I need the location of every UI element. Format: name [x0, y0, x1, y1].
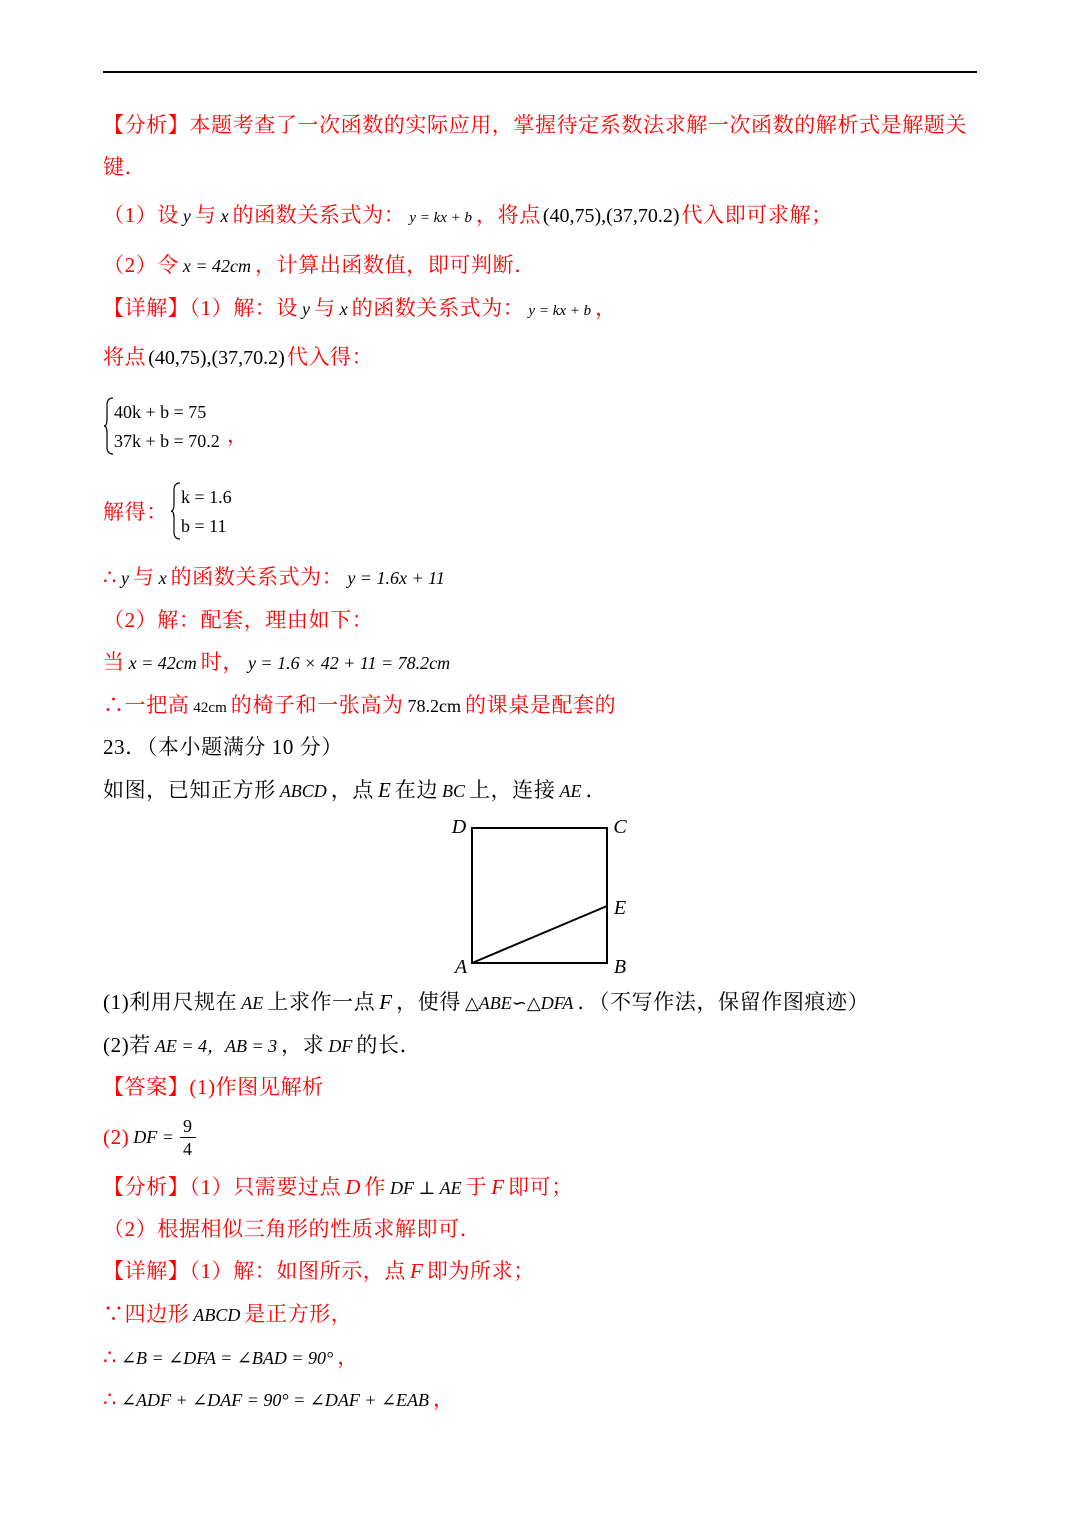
text-segment: 上，连接	[469, 778, 556, 802]
therefore-symbol: ∴	[103, 1387, 117, 1411]
text-segment: 【详解】（1）解：如图所示，点	[103, 1259, 406, 1283]
math-expression: x = 42cm	[128, 653, 197, 673]
text-segment: 即可；	[508, 1175, 573, 1199]
text-segment: 时，	[200, 650, 244, 674]
text-segment: 【详解】（1）解：设	[103, 296, 298, 320]
segment-ae	[472, 906, 607, 963]
detail23-line-2	[103, 1299, 352, 1329]
text-segment: 将点	[103, 345, 147, 369]
analysis23-line-1	[103, 1172, 573, 1202]
solve-label: 解得：	[103, 500, 168, 524]
text-segment: 的长．	[356, 1033, 422, 1057]
text-segment: （1）设	[103, 203, 179, 227]
square-abcd-figure	[448, 812, 643, 982]
equation-row: 40k + b = 75	[114, 402, 207, 422]
variable: E	[378, 778, 391, 802]
variable-y: y	[120, 568, 129, 588]
analysis-step-2	[103, 250, 536, 280]
variable: F	[379, 990, 393, 1014]
math-expression: ABCD	[193, 1305, 241, 1325]
equation-row: b = 11	[181, 516, 227, 536]
vertex-label-e: E	[613, 897, 627, 919]
detail23-line-1	[103, 1256, 535, 1286]
text-segment: 的函数关系式为：	[170, 565, 344, 589]
variable: F	[491, 1175, 505, 1199]
analysis-step-1	[103, 200, 833, 230]
text-segment: 的函数关系式为：	[232, 203, 406, 227]
vertex-label-b: B	[613, 956, 627, 978]
text-segment: ，	[595, 296, 617, 320]
therefore-symbol: ∴	[103, 1345, 117, 1369]
fraction	[180, 1115, 196, 1160]
math-expression: 78.2cm	[407, 696, 462, 716]
answer-line-1: 【答案】(1)作图见解析	[103, 1075, 324, 1099]
equation-row: 37k + b = 70.2	[114, 431, 220, 451]
text-segment: 于	[465, 1175, 488, 1199]
text-segment: ，	[227, 423, 248, 447]
variable-x: x	[158, 568, 167, 588]
text-segment: ∴一把高	[103, 693, 190, 717]
analysis23-line-2: （2）根据相似三角形的性质求解即可．	[103, 1217, 482, 1241]
header-rule	[103, 71, 977, 73]
text-segment: 【分析】（1）只需要过点	[103, 1175, 342, 1199]
analysis-line-1: 【分析】本题考查了一次函数的实际应用，掌握待定系数法求解一次函数的解析式是解题关	[103, 113, 967, 137]
variable: F	[410, 1259, 423, 1283]
square-outline	[472, 828, 607, 963]
variable: D	[345, 1175, 361, 1199]
text-segment: 与	[132, 565, 155, 589]
math-expression: ∠B = ∠DFA = ∠BAD = 90°	[120, 1348, 334, 1368]
analysis-line-2: 键．	[103, 155, 147, 179]
text-segment: 作	[364, 1175, 386, 1199]
math-expression: AE = 4，AB = 3	[154, 1036, 278, 1056]
text-segment: 与	[194, 203, 217, 227]
math-expression: △ABE∽△DFA	[464, 993, 574, 1013]
math-expression: 42cm	[193, 700, 227, 716]
text-segment: ．	[585, 778, 608, 802]
question-23-stem	[103, 775, 607, 805]
question-23-part-1	[103, 987, 869, 1017]
math-expression: y = 1.6 × 42 + 11 = 78.2cm	[247, 653, 451, 673]
math-expression: x = 42cm	[182, 256, 252, 276]
text-segment: 的函数关系式为：	[351, 296, 525, 320]
detail-line-2	[103, 342, 373, 372]
text-segment: 代入即可求解；	[681, 203, 833, 227]
variable-y: y	[302, 299, 310, 319]
math-expression: ABCD	[279, 781, 327, 801]
detail-line-4: （2）解：配套，理由如下：	[103, 608, 374, 632]
text-segment: 代入得：	[286, 345, 374, 369]
math-expression: AE	[559, 781, 582, 801]
equation-row: k = 1.6	[181, 487, 232, 507]
math-expression: BC	[442, 781, 466, 801]
math-expression: DF =	[133, 1127, 174, 1147]
equation-system-2	[170, 481, 250, 541]
text-segment: 上求作一点	[267, 990, 376, 1014]
math-expression: DF	[328, 1036, 353, 1056]
detail-line-5	[103, 647, 454, 677]
text-segment: (1)利用尺规在	[103, 990, 238, 1014]
fraction-numerator: 9	[180, 1115, 196, 1138]
text-segment: (2)若	[103, 1033, 151, 1057]
detail23-line-4	[103, 1384, 455, 1414]
detail-line-6	[103, 690, 616, 720]
detail-line-3	[103, 562, 449, 592]
variable-x: x	[220, 206, 229, 226]
text-segment: (2)	[103, 1125, 130, 1149]
math-expression: y = kx + b	[528, 303, 592, 319]
text-segment: 如图，已知正方形	[103, 778, 276, 802]
math-expression: AE	[241, 993, 264, 1013]
text-segment: ，求	[281, 1033, 325, 1057]
text-segment: ，	[337, 1345, 359, 1369]
text-segment: 的课桌是配套的	[465, 693, 617, 717]
vertex-label-a: A	[454, 956, 468, 978]
math-expression: y = 1.6x + 11	[347, 568, 445, 588]
answer-line-2	[103, 1108, 196, 1166]
text-segment: 的椅子和一张高为	[230, 693, 404, 717]
vertex-label-d: D	[451, 816, 467, 838]
detail-line-1	[103, 293, 617, 323]
fraction-denominator: 4	[182, 1138, 193, 1159]
text-segment: ∵四边形	[103, 1302, 190, 1326]
text-segment: 在边	[394, 778, 439, 802]
text-segment: （2）令	[103, 253, 179, 277]
text-segment: ，使得	[396, 990, 461, 1014]
variable-x: x	[339, 299, 348, 319]
text-segment: 即为所求；	[426, 1259, 535, 1283]
text-segment: ．（不写作法，保留作图痕迹）	[577, 990, 870, 1014]
math-expression: y = kx + b	[409, 210, 473, 226]
therefore-symbol: ∴	[103, 565, 117, 589]
text-segment: ，点	[330, 778, 375, 802]
question-23-part-2	[103, 1030, 421, 1060]
text-segment: 是正方形，	[244, 1302, 353, 1326]
math-expression: DF ⊥ AE	[389, 1178, 462, 1198]
text-segment: 当	[103, 650, 125, 674]
text-segment: ，将点	[476, 203, 541, 227]
points-expression: (40,75),(37,70.2)	[148, 347, 285, 369]
text-segment: ，	[433, 1387, 455, 1411]
vertex-label-c: C	[613, 816, 627, 838]
variable-y: y	[182, 206, 191, 226]
text-segment: ，计算出函数值，即可判断．	[255, 253, 536, 277]
detail23-line-3	[103, 1342, 359, 1372]
math-expression: ∠ADF + ∠DAF = 90° = ∠DAF + ∠EAB	[120, 1390, 430, 1410]
equation-system-1	[103, 396, 248, 456]
points-expression: (40,75),(37,70.2)	[542, 205, 680, 227]
text-segment: 与	[314, 296, 336, 320]
question-23-heading: 23．（本小题满分 10 分）	[103, 735, 343, 759]
